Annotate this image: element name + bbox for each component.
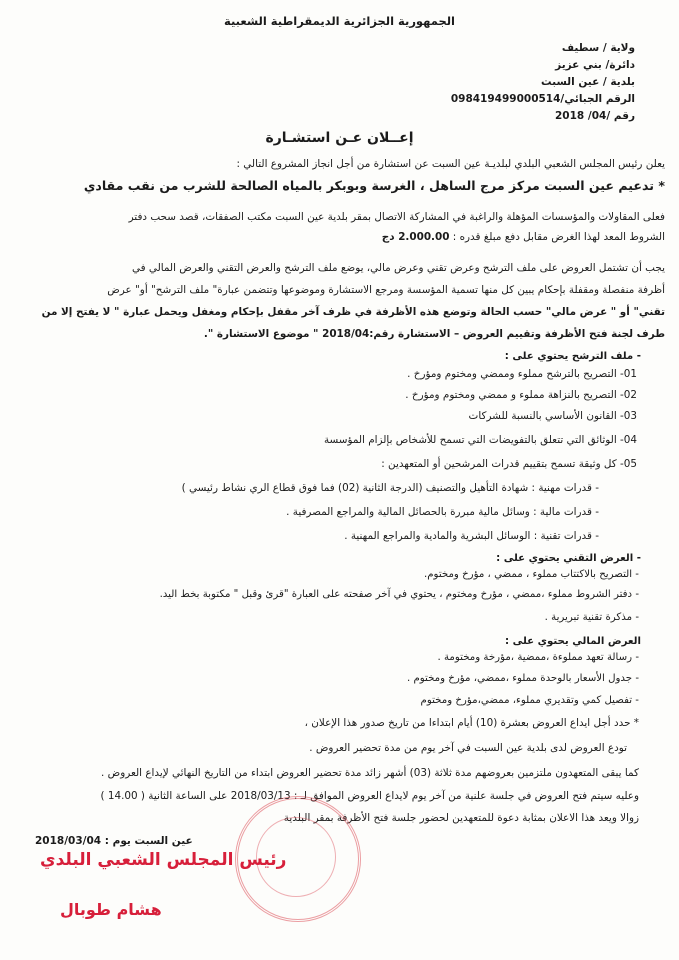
- tax-id: الرقم الجبائي/098419499000514: [450, 93, 635, 105]
- financial-item-1: - رسالة تعهد مملوءة ،ممضية ،مؤرخة ومختومة .: [437, 652, 639, 663]
- opening-text: وعليه سيتم فتح العروض في جلسة علنية من آخر يوم لايداع العروض الموافق لـ : 2018/03/13 على الساعة الثانية ( 14.00 ): [100, 790, 639, 802]
- para1-text: الشروط المعد لهذا الغرض مقابل دفع مبلغ قدره :: [449, 231, 665, 243]
- wilaya: ولاية / سطيف: [561, 42, 635, 54]
- validity-text: كما يبقى المتعهدون ملتزمين بعروضهم مدة ثلاثة (03) أشهر زائد مدة تحضير العروض ابتداء من التاريخ النهائي لإيداع العروض .: [101, 767, 639, 779]
- para2-line3: تقني" أو " عرض مالي" حسب الحالة وتوضع هذه الأظرفة في ظرف آخر مقفل بإحكام ومغفل ويحمل عبارة " لا يفتح إلا من: [41, 306, 665, 318]
- commune: بلدية / عين السبت: [541, 76, 635, 88]
- capacity-professional: - قدرات مهنية : شهادة التأهيل والتصنيف (الدرجة الثانية (02) فما فوق قطاع الري نشاط رئيسي ): [181, 482, 599, 494]
- financial-item-3: - تفصيل كمي وتقديري مملوء، ممضي،مؤرخ ومختوم: [420, 695, 639, 706]
- paragraph-invitation: [14, 210, 665, 244]
- candidacy-item-4: 04- الوثائق التي تتعلق بالتفويضات التي تسمح للأشخاص بإلزام المؤسسة: [323, 434, 637, 446]
- candidacy-heading: - ملف الترشح يحتوي على :: [504, 351, 641, 362]
- technical-item-2: - دفتر الشروط مملوء ،ممضي ، مؤرخ ومختوم ، يحتوي في آخر صفحته على العبارة "قرئ وقبل " مكتوبة بخط اليد.: [159, 589, 639, 600]
- daira: دائرة/ بني عزيز: [555, 59, 635, 71]
- technical-item-1: - التصريح بالاكتتاب مملوء ، ممضي ، مؤرخ ومختوم.: [424, 569, 639, 580]
- deposit-text: تودع العروض لدى بلدية عين السبت في آخر يوم من مدة تحضير العروض .: [309, 742, 627, 754]
- para2-line1: يجب أن تشتمل العروض على ملف الترشح وعرض تقني وعرض مالي، يوضع ملف الترشح والعرض التقني والعرض المالي في: [132, 262, 665, 274]
- reference-number: رقم /04/ 2018: [554, 110, 635, 122]
- deadline-text: * حدد أجل ايداع العروض بعشرة (10) أيام ابتداءا من تاريخ صدور هذا الإعلان ،: [304, 717, 639, 729]
- invitation-text: زوالا ويعد هذا الاعلان بمثابة دعوة للمتعهدين لحضور جلسة فتح الأظرفة بمقر البلدية: [283, 812, 639, 824]
- technical-item-3: - مذكرة تقنية تبريرية .: [544, 612, 639, 623]
- republic-header: الجمهورية الجزائرية الديمقراطية الشعبية: [223, 14, 455, 28]
- candidacy-item-2: 02- التصريح بالنزاهة مملوء و ممضي ومختوم ومؤرخ .: [405, 389, 637, 401]
- para2-line2: أظرفة منفصلة ومقفلة بإحكام يبين كل منها تسمية المؤسسة ومرجع الاستشارة وموضوعها وتتضمن عبارة" ملف الترشح" أو" عرض: [107, 284, 665, 296]
- issuer-block: [355, 40, 635, 125]
- financial-heading: العرض المالي يحتوي على :: [505, 636, 641, 647]
- technical-heading: - العرض التقني يحتوي على :: [496, 553, 641, 564]
- capacity-technical: - قدرات تقنية : الوسائل البشرية والمادية والمراجع المهنية .: [344, 530, 599, 542]
- capacity-financial: - قدرات مالية : وسائل مالية مبررة بالحصائل المالية والمراجع المصرفية .: [286, 506, 599, 518]
- paragraph-submission: [14, 257, 665, 345]
- para2-line4: طرف لجنة فتح الأظرفة وتقييم العروض – الاستشارة رقم:2018/04 " موضوع الاستشارة ".: [203, 328, 665, 340]
- project-subject: * تدعيم عين السبت مركز مرج الساهل ، الغرسة وبوبكر بالمياه الصالحة للشرب من نقب مقادي: [83, 178, 665, 193]
- document-title: إعــلان عـن استشـارة: [265, 130, 414, 146]
- candidacy-item-3: 03- القانون الأساسي بالنسبة للشركات: [468, 410, 637, 422]
- intro-text: يعلن رئيس المجلس الشعبي البلدي لبلديـة عين السبت عن استشارة من أجل انجاز المشروع التالي :: [236, 158, 665, 170]
- candidacy-item-5: 05- كل وثيقة تسمح بتقييم قدرات المرشحين أو المتعهدين :: [381, 458, 637, 470]
- amount: 2.000.00 دج: [381, 231, 450, 243]
- financial-item-2: - جدول الأسعار بالوحدة مملوء ،ممضي، مؤرخ ومختوم .: [406, 673, 639, 684]
- signatory-name: هشام طوبال: [60, 900, 162, 919]
- signatory-title: رئيس المجلس الشعبي البلدي: [40, 850, 287, 870]
- place-date: عين السبت يوم : 2018/03/04: [35, 835, 193, 847]
- para1-line2: [14, 230, 665, 244]
- candidacy-item-1: 01- التصريح بالترشح مملوء وممضي ومختوم ومؤرخ .: [407, 368, 637, 380]
- para1-line1: فعلى المقاولات والمؤسسات المؤهلة والراغبة في المشاركة الاتصال بمقر بلدية عين السبت مكتب الصفقات، قصد سحب دفتر: [128, 211, 665, 223]
